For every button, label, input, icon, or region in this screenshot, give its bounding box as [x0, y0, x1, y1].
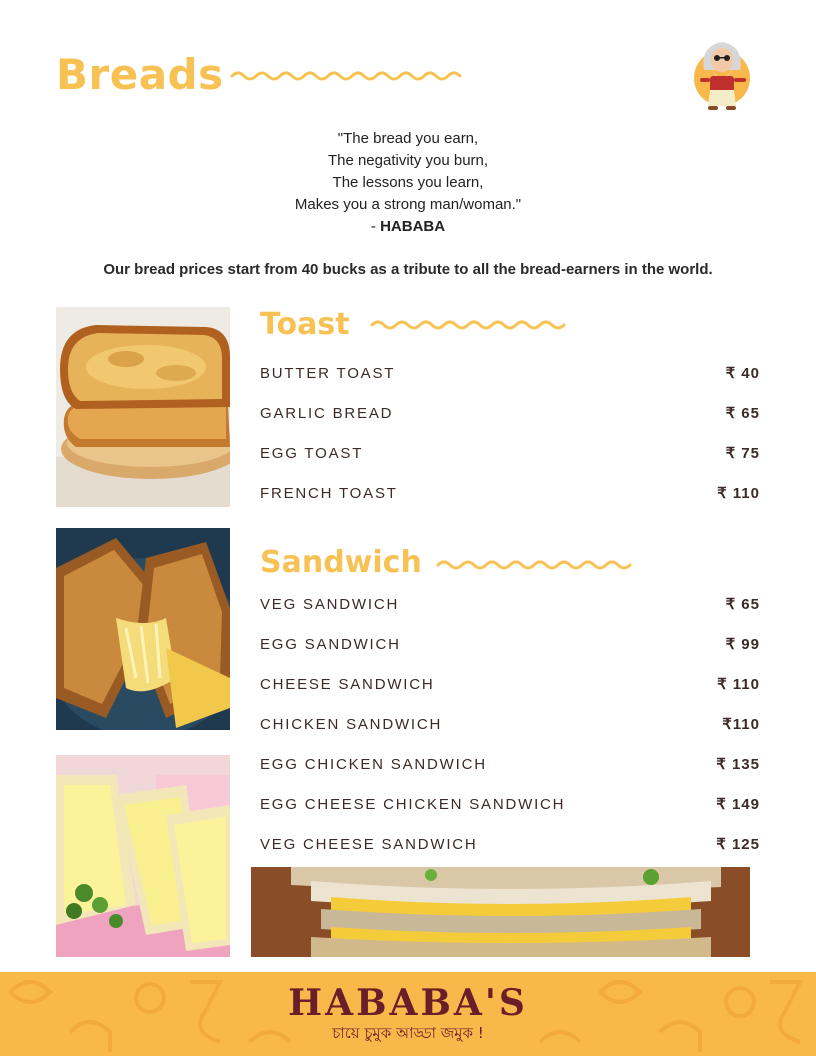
item-name: VEG CHEESE SANDWICH — [260, 835, 478, 853]
menu-item-garlic-bread — [260, 401, 760, 425]
squiggle-divider-header — [230, 66, 468, 86]
footer-banner — [0, 972, 816, 1056]
item-price: ₹ 149 — [716, 796, 760, 813]
quote-line: The negativity you burn, — [327, 152, 489, 169]
quote-block — [0, 128, 816, 238]
item-price: ₹110 — [722, 716, 760, 733]
quote-author — [0, 216, 816, 238]
item-price: ₹ 110 — [717, 485, 760, 502]
item-name: VEG SANDWICH — [260, 595, 400, 613]
egg-sandwich-photo — [56, 755, 230, 957]
item-name: FRENCH TOAST — [260, 484, 398, 502]
menu-item-egg-chicken-sandwich — [260, 752, 760, 776]
item-name: GARLIC BREAD — [260, 404, 394, 422]
section-title-toast: Toast — [260, 307, 350, 342]
menu-item-egg-toast — [260, 441, 760, 465]
item-name: EGG CHICKEN SANDWICH — [260, 755, 487, 773]
quote-author-name: HABABA — [380, 218, 446, 235]
grilled-cheese-photo — [56, 528, 230, 730]
item-price: ₹ 75 — [725, 445, 760, 462]
menu-item-butter-toast — [260, 361, 760, 385]
brand-tagline: চায়ে চুমুক আড্ডা জমুক ! — [332, 1024, 484, 1042]
item-name: EGG SANDWICH — [260, 635, 401, 653]
menu-item-veg-sandwich — [260, 592, 760, 616]
item-name: CHEESE SANDWICH — [260, 675, 435, 693]
club-sandwich-photo — [251, 867, 750, 957]
quote-line: The lessons you learn, — [332, 174, 484, 191]
page-title: Breads — [56, 50, 224, 99]
bearded-chef-mascot-icon — [686, 32, 758, 114]
menu-item-chicken-sandwich — [260, 712, 760, 736]
menu-item-french-toast — [260, 481, 760, 505]
item-price: ₹ 110 — [717, 676, 760, 693]
item-price: ₹ 40 — [725, 365, 760, 382]
item-name: BUTTER TOAST — [260, 364, 396, 382]
menu-item-egg-cheese-chicken-sandwich — [260, 792, 760, 816]
brand-logo: HABABA'S — [288, 982, 528, 1024]
toast-photo — [56, 307, 230, 507]
menu-item-egg-sandwich — [260, 632, 760, 656]
item-price: ₹ 135 — [716, 756, 760, 773]
quote-author-prefix: - — [370, 218, 381, 235]
menu-item-cheese-sandwich — [260, 672, 760, 696]
item-price: ₹ 99 — [725, 636, 760, 653]
squiggle-divider-toast — [370, 316, 566, 334]
section-title-sandwich: Sandwich — [260, 545, 422, 580]
squiggle-divider-sandwich — [436, 556, 632, 574]
item-price: ₹ 125 — [716, 836, 760, 853]
menu-item-veg-cheese-sandwich — [260, 832, 760, 856]
item-name: EGG TOAST — [260, 444, 364, 462]
item-name: CHICKEN SANDWICH — [260, 715, 443, 733]
tribute-text: Our bread prices start from 40 bucks as a tribute to all the bread-earners in the world. — [103, 261, 713, 278]
quote-line: Makes you a strong man/woman." — [294, 196, 522, 213]
item-price: ₹ 65 — [725, 405, 760, 422]
item-name: EGG CHEESE CHICKEN SANDWICH — [260, 795, 566, 813]
item-price: ₹ 65 — [725, 596, 760, 613]
quote-line: "The bread you earn, — [337, 130, 479, 147]
